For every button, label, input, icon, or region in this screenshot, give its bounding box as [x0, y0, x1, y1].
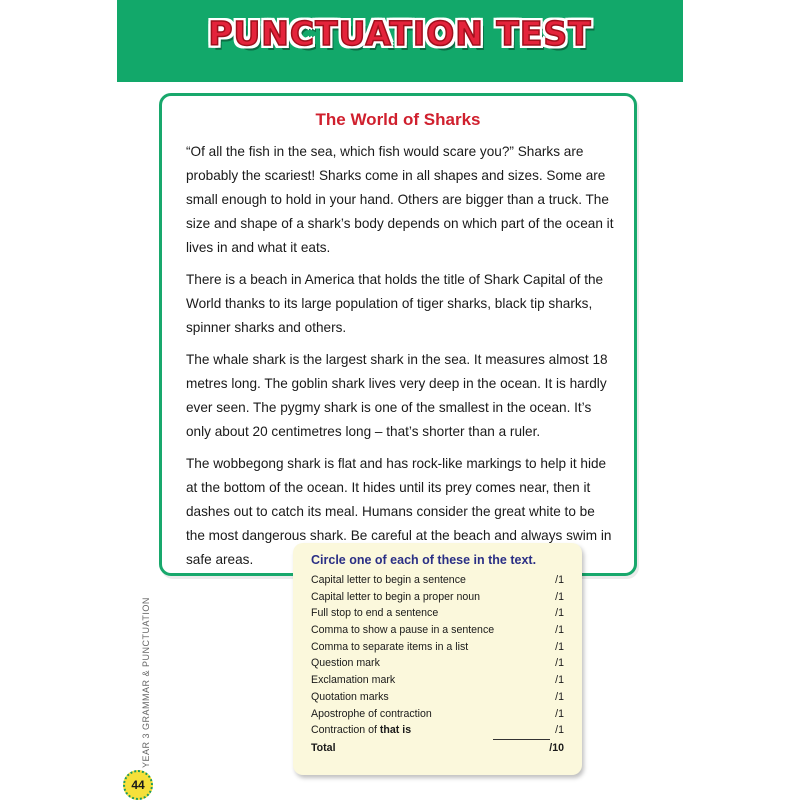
- item-score: /1: [555, 574, 564, 586]
- item-score: /1: [555, 590, 564, 603]
- story-paragraph: The wobbegong shark is flat and has rock-like markings to help it hide at the bottom of the ocean. It hides until its prey comes near, then it dashes out to catch its meal. Humans consider the great white to be the most dangerous shark. Be careful at the beach and always swim in safe areas.: [186, 456, 612, 567]
- item-label-emphasis: that is: [379, 724, 412, 737]
- checklist-item: [311, 706, 566, 723]
- item-label: Comma to separate items in a list: [311, 640, 469, 653]
- item-label: Capital letter to begin a proper noun: [311, 590, 481, 603]
- book-series-label: YEAR 3 GRAMMAR & PUNCTUATION: [141, 597, 151, 768]
- page-title: PUNCTUATION TEST: [208, 14, 592, 53]
- item-score: /1: [555, 674, 564, 687]
- item-score: /1: [555, 657, 564, 670]
- checklist-item: [311, 572, 566, 589]
- checklist-item: [311, 622, 566, 639]
- checklist-item: [311, 605, 566, 622]
- story-text: [186, 140, 616, 580]
- page-number-badge: 44: [123, 770, 153, 800]
- item-score: /1: [555, 724, 564, 737]
- item-label: Comma to show a pause in a sentence: [311, 624, 495, 637]
- story-paragraph: There is a beach in America that holds the title of Shark Capital of the World thanks to its large population of tiger sharks, black tip sharks, spinner sharks and others.: [186, 272, 604, 335]
- item-score: /1: [555, 624, 564, 637]
- total-label: Total: [311, 741, 336, 754]
- item-label: Question mark: [311, 657, 380, 670]
- item-score: /1: [555, 640, 564, 653]
- item-score: /1: [555, 690, 564, 703]
- checklist: [311, 572, 566, 757]
- item-label: Apostrophe of contraction: [311, 707, 432, 720]
- checklist-item: [311, 672, 566, 689]
- story-paragraph: The whale shark is the largest shark in the sea. It measures almost 18 metres long. The goblin shark lives very deep in the ocean. It is hardly ever seen. The pygmy shark is one of the smallest in the ocean. It’s only about 20 centimetres long – that’s shorter than a ruler.: [186, 352, 608, 439]
- total-divider: [493, 739, 550, 740]
- checklist-item: [311, 639, 566, 656]
- item-label: Exclamation mark: [311, 674, 396, 687]
- item-score: /1: [555, 607, 564, 620]
- checklist-item: [311, 722, 566, 739]
- story-paragraph: “Of all the fish in the sea, which fish would scare you?” Sharks are probably the scariest! Sharks come in all shapes and sizes. Some are small enough to hold in your hand. Others are bigger than a truck. The size and shape of a shark’s body depends on which part of the ocean it lives in and what it eats.: [186, 144, 614, 255]
- story-title: The World of Sharks: [315, 110, 481, 129]
- checklist-heading: Circle one of each of these in the text.: [311, 553, 537, 567]
- checklist-item: [311, 655, 566, 672]
- item-score: /1: [555, 707, 564, 720]
- checklist-item: [311, 689, 566, 706]
- item-label: Contraction of: [311, 724, 380, 737]
- item-label: Capital letter to begin a sentence: [311, 574, 466, 586]
- total-score: /10: [549, 741, 564, 754]
- checklist-item: [311, 589, 566, 606]
- checklist-total: [311, 740, 566, 757]
- item-label: Full stop to end a sentence: [311, 607, 439, 620]
- item-label: Quotation marks: [311, 690, 389, 703]
